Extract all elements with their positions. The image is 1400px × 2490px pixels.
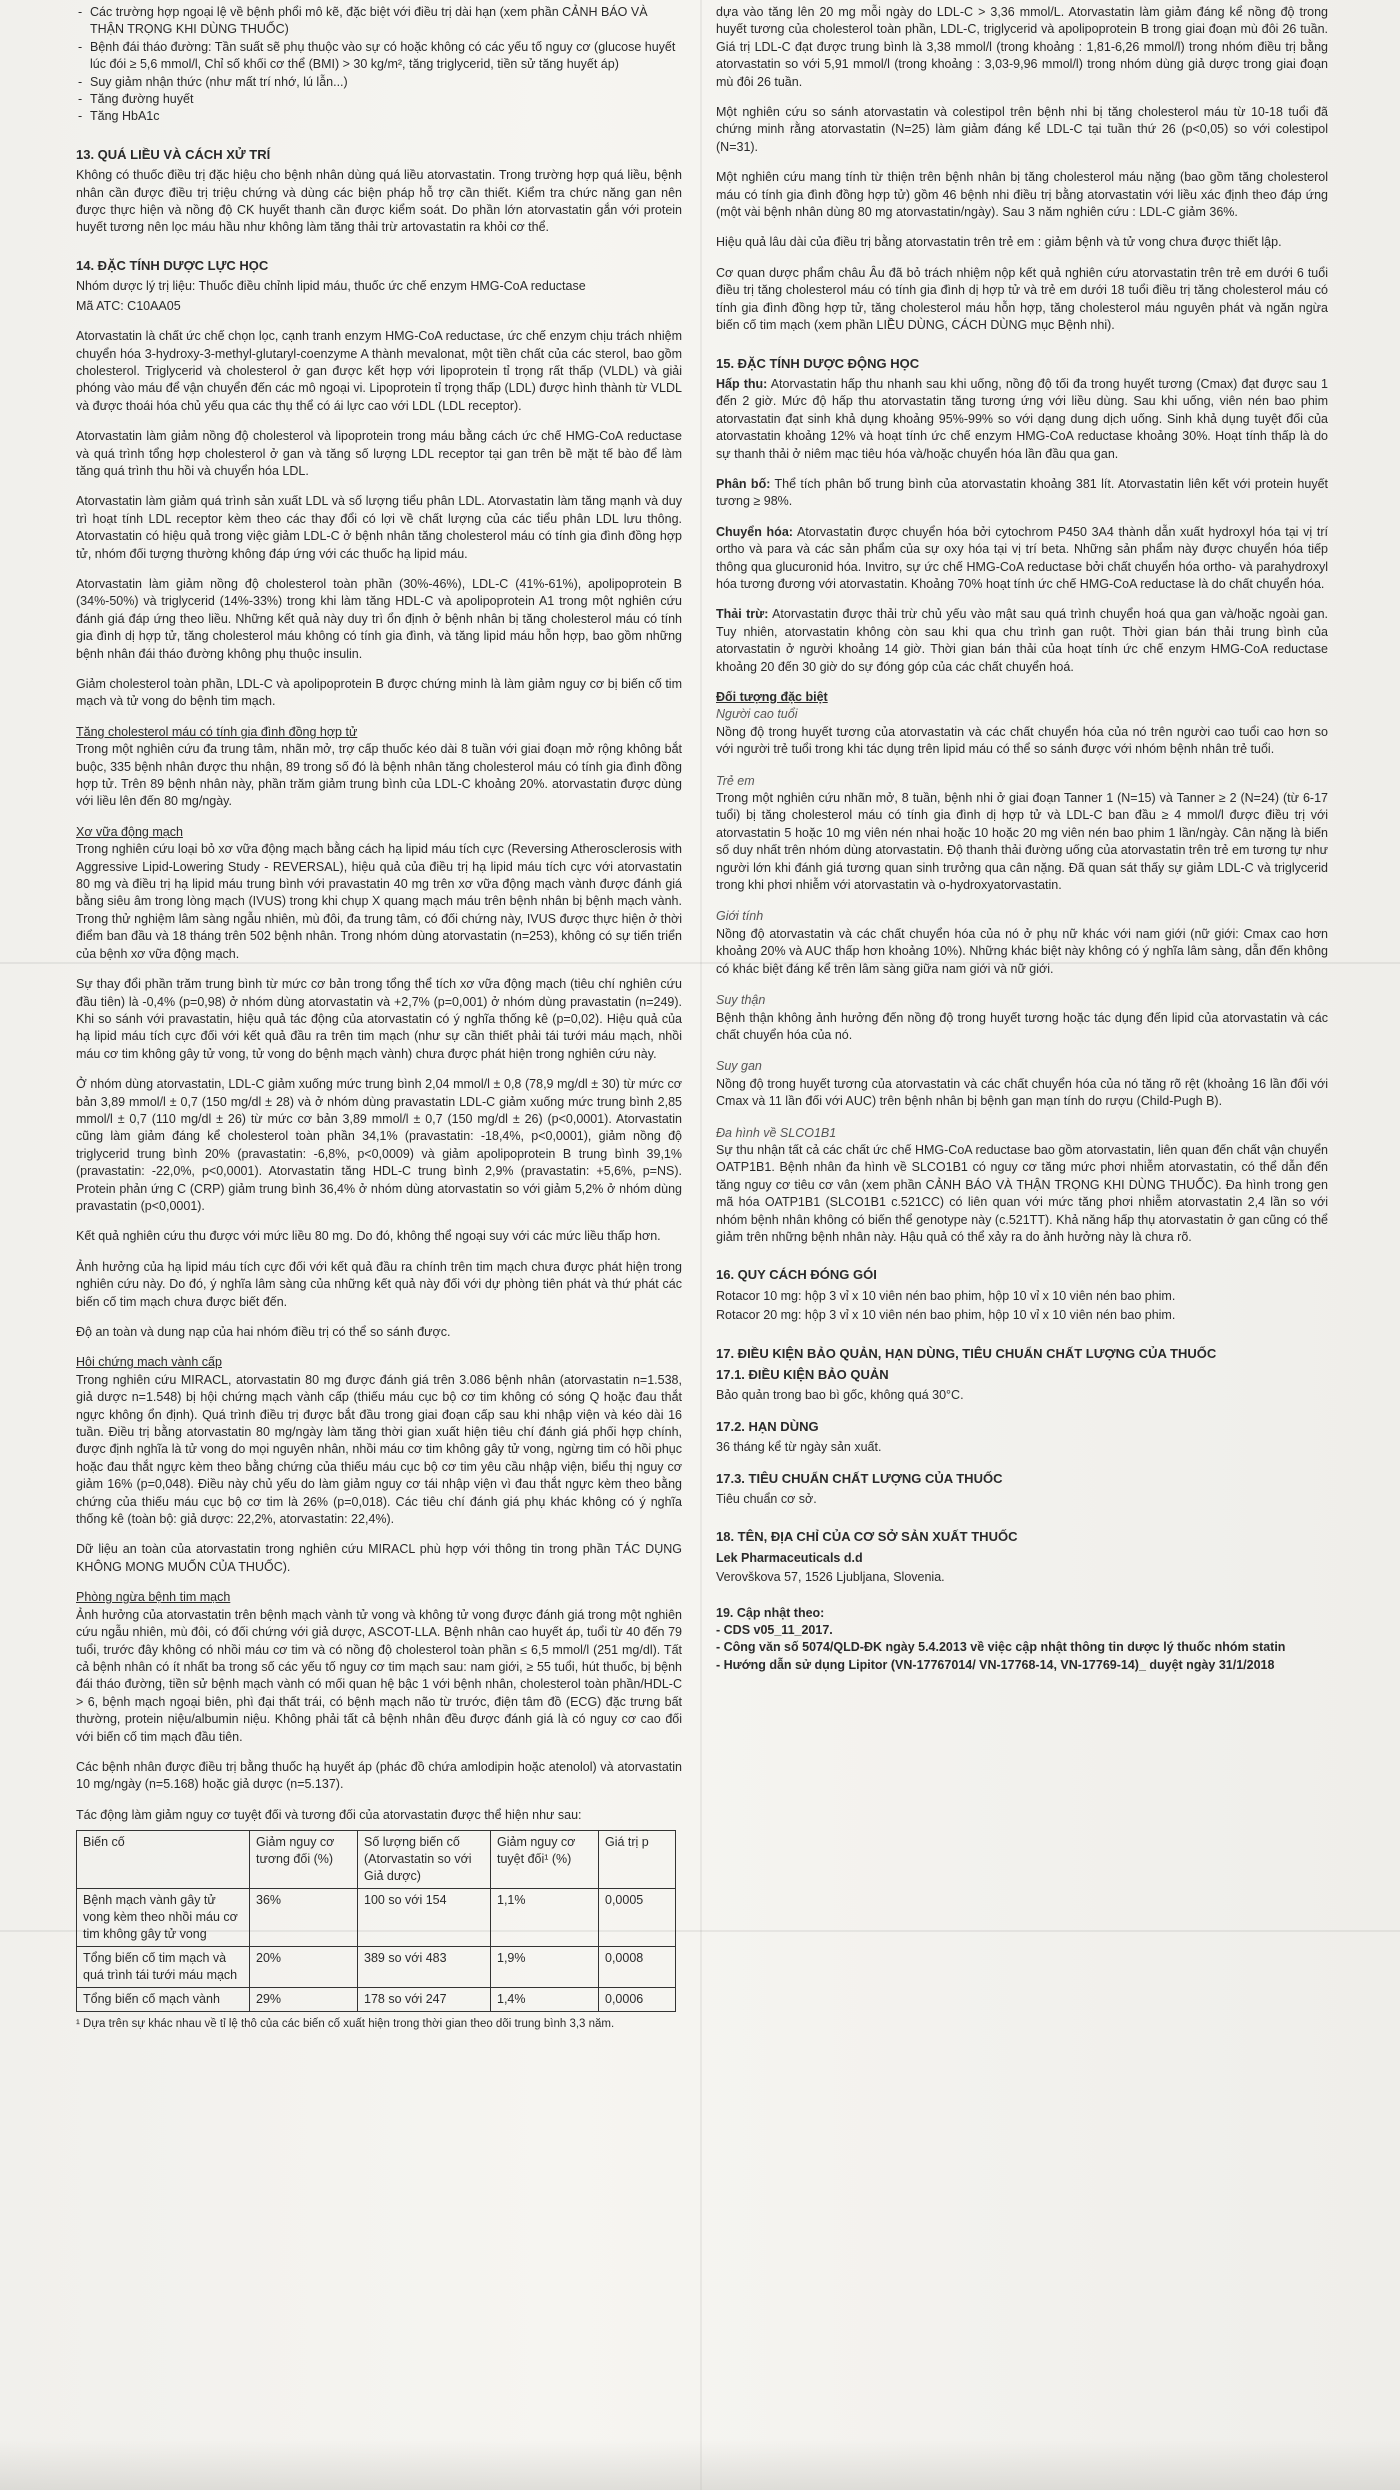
risk-reduction-table [76,1830,676,2012]
pack-line: Rotacor 20 mg: hộp 3 vỉ x 10 viên nén bao phim, hộp 10 vỉ x 10 viên nén bao phim. [716,1308,1176,1323]
section-17-3-title: 17.3. TIÊU CHUẨN CHẤT LƯỢNG CỦA THUỐC [716,1470,1003,1486]
paragraph: Một nghiên cứu mang tính từ thiện trên bệnh nhân bị tăng cholesterol máu nặng (bao gồm tăng cholesterol máu có tính gia đình đồng hợp tử) gồm 46 bệnh nhi điều trị bằng atorvastatin với liều xác định theo đáp ứng (một vài bệnh nhân dùng 80 mg atorvastatin/ngày). Sau 3 năm nghiên cứu : LDL-C giảm 36%. [716,170,1328,220]
section-13-title: 13. QUÁ LIỀU VÀ CÁCH XỬ TRÍ [76,146,271,162]
table-header-cell: Giảm nguy cơ tuyệt đối¹ (%) [491,1831,599,1889]
paragraph: Atorvastatin làm giảm nồng độ cholesterol và lipoprotein trong máu bằng cách ức chế HMG-CoA reductase và quá trình tổng hợp cholesterol ở gan và tăng số lượng LDL receptor tại gan trên bề mặt tế bào để làm tăng quá trình thu hồi và chuyển hóa LDL. [76,429,682,478]
paragraph: Trong nghiên cứu MIRACL, atorvastatin 80 mg được đánh giá trên 3.086 bệnh nhân (atorvastatin n=1.538, giả dược n=1.548) bị hội chứng mạch vành cấp (thiếu máu cục bộ cơ tim không có sóng Q hoặc đau thắt ngực không ổn định). Quá trình điều trị được bắt đầu trong giai đoạn cấp sau khi nhập viện và kéo dài 16 tuần. Điều trị bằng atorvastatin 80 mg/ngày làm tăng thời gian xuất hiện tiêu chí đánh giá phối hợp chính, được định nghĩa là tử vong do mọi nguyên nhân, nhồi máu cơ tim không gây tử vong, ngừng tim có hồi phục hoặc đau thắt ngực kèm theo bằng chứng của thiếu máu cục bộ cơ tim yêu cầu nhập viện, biểu thị nguy cơ giảm 16% (p=0,048). Điều này chủ yếu do làm giảm nguy cơ tái nhập viện vì đau thắt ngực kèm theo bằng chứng của thiếu máu cục bộ cơ tim là 26% (p=0,018). Các tiêu chí đánh giá phụ khác không có ý nghĩa thống kê (toàn bộ: giả dược: 22,2%, atorvastatin: 22,4%). [76,1372,682,1527]
elderly-title: Người cao tuổi [716,707,798,722]
paragraph: Trong một nghiên cứu đa trung tâm, nhãn mở, trợ cấp thuốc kéo dài 8 tuần với giai đoạn mở rộng không bắt buộc, 335 bệnh nhân được thu nhận, 89 trong số đó là bệnh nhân tăng cholesterol máu có tính gia đình đồng hợp tử. Trên 89 bệnh nhân này, phần trăm giảm trung bình của LDL-C khoảng 20%. atorvastatin được dùng với liều lên đến 80 mg/ngày. [76,742,682,809]
metabolism-text: Atorvastatin được chuyển hóa bởi cytochrom P450 3A4 thành dẫn xuất hydroxyl hóa tại vị trí ortho và para và các sản phẩm của sự oxy hóa tại vị trí beta. Những sản phẩm này được chuyển hóa tiếp thông qua glucuronid hóa. Invitro, sự ức chế HMG-CoA reductase bởi chất chuyển hóa ortho- và parahydroxyl hóa tương đương với atorvastatin. Khoảng 70% hoạt tính ức chế HMG-CoA reductase là do chất chuyển hóa. [716,524,1328,591]
section-14-title: 14. ĐẶC TÍNH DƯỢC LỰC HỌC [76,257,269,273]
list-item: - Bệnh đái tháo đường: Tần suất sẽ phụ thuộc vào sự có hoặc không có các yếu tố nguy cơ (glucose huyết lúc đói ≥ 5,6 mmol/l, Chỉ số khối cơ thể (BMI) > 30 kg/m², tăng triglycerid, tiền sử tăng huyết áp) [90,39,682,74]
paragraph: Atorvastatin làm giảm nồng độ cholesterol toàn phần (30%-46%), LDL-C (41%-61%), apolipoprotein B (34%-50%) và triglycerid (14%-33%) trong khi làm tăng HDL-C và apolipoprotein A1 trong một nghiên cứu đánh giá đáp ứng theo liều. Những kết quả này duy trì ổn định ở bệnh nhân bị tăng cholesterol máu có tính gia đình dị hợp tử, tăng cholesterol máu không có tính gia đình, và tăng lipid máu hỗn hợp, bao gồm những bệnh nhân đái tháo đường không phụ thuộc insulin. [76,576,682,661]
table-cell: 29% [250,1988,358,2012]
table-header-cell: Giảm nguy cơ tương đối (%) [250,1831,358,1889]
section-19-title: 19. Cập nhật theo: [716,1605,825,1620]
table-row [77,1988,676,2012]
table-cell: 1,9% [491,1947,599,1988]
table-cell: 1,4% [491,1988,599,2012]
table-cell: 0,0008 [599,1947,676,1988]
paragraph: Dữ liệu an toàn của atorvastatin trong nghiên cứu MIRACL phù hợp với thông tin trong phần TÁC DỤNG KHÔNG MONG MUỐN CỦA THUỐC). [76,1542,682,1574]
section-18-title: 18. TÊN, ĐỊA CHỈ CỦA CƠ SỞ SẢN XUẤT THUỐC [716,1529,1018,1545]
renal-title: Suy thận [716,993,766,1008]
table-header-cell: Biến cố [77,1831,250,1889]
section-16-title: 16. QUY CÁCH ĐÓNG GÓI [716,1267,877,1283]
table-cell: 0,0006 [599,1988,676,2012]
paragraph: Kết quả nghiên cứu thu được với mức liều 80 mg. Do đó, không thể ngoại suy với các mức liều thấp hơn. [76,1229,661,1244]
absorption-text: Atorvastatin hấp thu nhanh sau khi uống, nồng độ tối đa trong huyết tương (Cmax) đạt được sau 1 đến 2 giờ. Mức độ hấp thu atorvastatin tăng tương ứng với liều dùng. Sau khi uống, viên nén bao phim atorvastatin đạt sinh khả dụng khoảng 95%-99% so với dạng dung dịch uống. Sinh khả dụng tuyệt đối của atorvastatin khoảng 12% và hoạt tính ức chế enzym HMG-CoA reductase khoảng 30%. Hoạt tính thấp là do sự thanh thải ở niêm mạc tiêu hóa và/hoặc chuyển hóa lần đầu qua gan. [716,376,1328,461]
update-line: - Công văn số 5074/QLD-ĐK ngày 5.4.2013 về việc cập nhật thông tin dược lý thuốc nhóm statin [716,1640,1286,1655]
paragraph: Ở nhóm dùng atorvastatin, LDL-C giảm xuống mức trung bình 2,04 mmol/l ± 0,8 (78,9 mg/dl ± 30) từ mức cơ bản 3,89 mmol/l ± 0,7 (150 mg/dl ± 28) và ở nhóm dùng pravastatin LDL-C giảm xuống mức trung bình 2,85 mmol/l ± 0,7 (110 mg/dl ± 26) từ mức cơ bản 3,89 mmol/l ± 0,7 (150 mg/dl ± 26) (p<0,0001). Atorvastatin cũng làm giảm đáng kể cholesterol toàn phần 34,1% (pravastatin: -18,4%, p<0,0001), giảm nồng độ triglycerid trung bình 20% (pravastatin: -6,8%, p<0,0009) và giảm apolipoprotein B trung bình 39,1% (pravastatin: -22,0%, p<0,0001). Atorvastatin tăng HDL-C trung bình 2,9% (pravastatin: +5,6%, p=NS). Protein phản ứng C (CRP) giảm trung bình 36,4% ở nhóm dùng atorvastatin so với giảm 5,2% ở nhóm dùng pravastatin (p<0,0001). [76,1077,682,1213]
paragraph: Ảnh hưởng của atorvastatin trên bệnh mạch vành tử vong và không tử vong được đánh giá trong một nghiên cứu ngẫu nhiên, mù đôi, có đối chứng với giả dược, ASCOT-LLA. Bệnh nhân cao huyết áp, tuổi từ 40 đến 79 tuổi, trước đây không có nhồi máu cơ tim và có nồng độ cholesterol toàn phần ≤ 6,5 mmol/l (251 mg/dl). Tất cả bệnh nhân có ít nhất ba trong số các yếu tố nguy cơ tim mạch sau: nam giới, ≥ 55 tuổi, hút thuốc, bị bệnh đái tháo đường, tiền sử bệnh mạch vành có mối quan hệ bậc 1 với bệnh nhân, cholesterol toàn phần/HDL-C > 6, bệnh mạch ngoại biên, phì đại thất trái, có bệnh mạch não từ trước, điện tâm đồ (ECG) đặc trưng bất thường, protein niệu/albumin niệu. Không phải tất cả bệnh nhân đều được đánh giá là có nguy cơ cao đối với biến cố tim mạch đầu tiên. [76,1607,682,1744]
paragraph: Atorvastatin là chất ức chế chọn lọc, cạnh tranh enzym HMG-CoA reductase, ức chế enzym chịu trách nhiệm chuyển hóa 3-hydroxy-3-methyl-glutaryl-coenzyme A thành mevalonat, một tiền chất của các sterol, bao gồm cholesterol. Triglycerid và cholesterol ở gan được kết hợp với lipoprotein tỉ trọng rất thấp (VLDL) và giải phóng vào máu để vận chuyển đến các mô ngoại vi. Lipoprotein tỉ trọng thấp (LDL) được hình thành từ VLDL và được thoái hóa chủ yếu qua các thụ thể có ái lực cao với LDL (LDL receptor). [76,329,682,413]
list-item: - Suy giảm nhận thức (như mất trí nhớ, lú lẫn...) [90,74,682,91]
paragraph: Atorvastatin làm giảm quá trình sản xuất LDL và số lượng tiểu phân LDL. Atorvastatin làm tăng mạnh và duy trì hoạt tính LDL receptor kèm theo các thay đổi có lợi về chất lượng của các tiểu phân LDL lưu thông. Atorvastatin có hiệu quả trong việc giảm LDL-C ở bệnh nhân tăng cholesterol máu có tính gia đình đồng hợp tử, nhóm đối tượng thường không đáp ứng với các thuốc hạ lipid máu. [76,494,682,561]
table-cell: Tổng biến cố tim mạch và quá trình tái tưới máu mạch [77,1947,250,1988]
elimination-text: Atorvastatin được thải trừ chủ yếu vào mật sau quá trình chuyển hoá qua gan và/hoặc ngoài gan. Tuy nhiên, atorvastatin không còn sau khi qua chu trình gan ruột. Thời gian bán thải trung bình của atorvastatin ở người khoảng 14 giờ. Thời gian bán thải của hoạt tính ức chế enzym HMG-CoA reductase khoảng 20 đến 30 giờ do sự đóng góp của các chất chuyển hoá. [716,607,1328,674]
paragraph: Nồng độ atorvastatin và các chất chuyển hóa của nó ở phụ nữ khác với nam giới (nữ giới: Cmax cao hơn khoảng 20% và AUC thấp hơn khoảng 10%). Những khác biệt này không có ý nghĩa lâm sàng, dẫn đến không có khác biệt đáng kể trên lâm sàng giữa nam giới và nữ giới. [716,926,1328,976]
paragraph: Độ an toàn và dung nạp của hai nhóm điều trị có thể so sánh được. [76,1325,451,1339]
bottom-shadow [0,2440,1400,2490]
table-row [77,1947,676,1988]
table-header-cell: Số lượng biến cố (Atorvastatin so với Giả dược) [358,1831,491,1889]
table-cell: 1,1% [491,1889,599,1947]
paragraph: Sự thu nhận tất cả các chất ức chế HMG-CoA reductase bao gồm atorvastatin, liên quan đến chất vận chuyển OATP1B1. Bệnh nhân đa hình về SLCO1B1 có nguy cơ tăng mức phơi nhiễm atorvastatin, có thể dẫn đến tăng nguy cơ tiêu cơ vân (xem phần CẢNH BÁO VÀ THẬN TRỌNG KHI DÙNG THUỐC). Đa hình trong gen mã hóa OATP1B1 (SLCO1B1 c.521CC) có liên quan với mức tăng phơi nhiễm atorvastatin 2,4 lần so với nhóm bệnh nhân không có biến thể genotype này (c.521TT). Khả năng hấp thụ atorvastatin ở gan cũng có thể giảm trên những bệnh nhân này. Hậu quả có thể xảy ra do ảnh hưởng này là chưa rõ. [716,1142,1328,1244]
paragraph: Giảm cholesterol toàn phần, LDL-C và apolipoprotein B được chứng minh là làm giảm nguy cơ bị biến cố tim mạch và tử vong do bệnh tim mạch. [76,677,682,709]
paragraph: Cơ quan dược phẩm châu Âu đã bỏ trách nhiệm nộp kết quả nghiên cứu atorvastatin trên trẻ em dưới 6 tuổi điều trị tăng cholesterol máu có tính gia đình dị hợp tử và trẻ em dưới 18 tuổi điều trị tăng cholesterol máu có tính gia đình đồng hợp tử, tăng cholesterol máu hỗn hợp, tăng cholesterol máu nguyên phát và ngăn ngừa biến cố tim mạch (xem phần LIỀU DÙNG, CÁCH DÙNG mục Bệnh nhi). [716,265,1328,333]
adverse-effects-list [76,4,682,126]
elimination-paragraph [716,606,1328,676]
manufacturer-name: Lek Pharmaceuticals d.d [716,1550,863,1565]
table-header-cell: Giá trị p [599,1831,676,1889]
table-cell: Tổng biến cố mạch vành [77,1988,250,2012]
list-item: - Các trường hợp ngoại lệ về bệnh phổi mô kẽ, đặc biệt với điều trị dài hạn (xem phần CẢNH BÁO VÀ THẬN TRỌNG KHI DÙNG THUỐC) [90,4,682,39]
distribution-label: Phân bố: [716,476,771,491]
table-cell: 36% [250,1889,358,1947]
paragraph: Một nghiên cứu so sánh atorvastatin và colestipol trên bệnh nhi bị tăng cholesterol máu từ 10-18 tuổi đã chứng minh rằng atorvastatin (N=25) làm giảm đáng kể LDL-C tại tuần thứ 26 (p<0,05) so với colestipol (N=31). [716,105,1328,154]
subheading-atherosclerosis: Xơ vữa động mạch [76,824,183,839]
table-cell: Bệnh mạch vành gây tử vong kèm theo nhồi máu cơ tim không gây tử vong [77,1889,250,1947]
right-column [716,4,1328,1674]
subheading-homozygous: Tăng cholesterol máu có tính gia đình đồng hợp tử [76,724,358,739]
section-15-title: 15. ĐẶC TÍNH DƯỢC ĐỘNG HỌC [716,355,920,371]
update-line: - CDS v05_11_2017. [716,1623,833,1638]
manufacturer-address: Verovškova 57, 1526 Ljubljana, Slovenia. [716,1570,945,1585]
paragraph: Sự thay đổi phần trăm trung bình từ mức cơ bản trong tổng thể tích xơ vữa động mạch (tiêu chí nghiên cứu đầu tiên) là -0,4% (p=0,98) ở nhóm dùng atorvastatin và +2,7% (p=0,001) ở nhóm dùng pravastatin (n=249). Khi so sánh với pravastatin, hiệu quả tác động của atorvastatin có ý nghĩa thống kê (p=0,02). Hiệu quả của hạ lipid máu tích cực đối với kết quả đầu ra trên tim mạch (như sự cần thiết phải tái tưới máu mạch, nhồi máu cơ tim không gây tử vong, tử vong do bệnh mạch vành) chưa được phát hiện trong nghiên cứu này. [76,977,682,1061]
paragraph: Các bệnh nhân được điều trị bằng thuốc hạ huyết áp (phác đồ chứa amlodipin hoặc atenolol) và atorvastatin 10 mg/ngày (n=5.168) hoặc giả dược (n=5.137). [76,1759,682,1792]
elimination-label: Thải trừ: [716,607,769,622]
subheading-acs: Hội chứng mạch vành cấp [76,1355,222,1370]
list-item: - Tăng đường huyết [90,91,682,108]
shelf-life-text: 36 tháng kể từ ngày sản xuất. [716,1440,882,1455]
section-17-2-title: 17.2. HẠN DÙNG [716,1418,819,1434]
quality-text: Tiêu chuẩn cơ sở. [716,1492,817,1507]
paragraph: Trong nghiên cứu loại bỏ xơ vữa động mạch bằng cách hạ lipid máu tích cực (Reversing Atherosclerosis with Aggressive Lipid-Lowering Study - REVERSAL), hiệu quả của điều trị hạ lipid máu tích cực với atorvastatin 80 mg và điều trị hạ lipid máu trung bình với pravastatin 40 mg trên xơ vữa động mạch vành được đánh giá bằng siêu âm trong lòng mạch (IVUS) trong khi chụp X quang mạch máu trên bệnh nhân bị bệnh mạch vành. Trong thử nghiệm lâm sàng ngẫu nhiên, mù đôi, đa trung tâm, có đối chứng này, IVUS được thực hiện ở thời điểm ban đầu và 18 tháng trên 502 bệnh nhân. Trong nhóm dùng atorvastatin (n=253), không có sự tiến triển của bệnh xơ vữa động mạch. [76,842,682,961]
section-17-1-title: 17.1. ĐIỀU KIỆN BẢO QUẢN [716,1367,889,1382]
gender-title: Giới tính [716,909,764,924]
paragraph: dựa vào tăng lên 20 mg mỗi ngày do LDL-C > 3,36 mmol/L. Atorvastatin làm giảm đáng kể nồng độ trong huyết tương của cholesterol toàn phần, LDL-C, triglycerid và apolipoprotein B trong giai đoạn mù đôi 26 tuần. Giá trị LDL-C đạt được trung bình là 3,38 mmol/l (trong khoảng : 1,81-6,26 mmol/l) trong nhóm điều trị bằng atorvastatin so với 5,91 mmol/l (trong khoảng : 3,03-9,96 mmol/l) trong nhóm dùng giả dược trong giai đoạn mù đôi 26 tuần. [716,5,1328,89]
paragraph: Tác động làm giảm nguy cơ tuyệt đối và tương đối của atorvastatin được thể hiện như sau: [76,1807,582,1822]
pediatric-title: Trẻ em [716,773,755,788]
table-cell: 20% [250,1947,358,1988]
absorption-paragraph [716,376,1328,463]
metabolism-paragraph [716,524,1328,594]
distribution-text: Thể tích phân bố trung bình của atorvastatin khoảng 381 lít. Atorvastatin liên kết với protein huyết tương ≥ 98%. [716,476,1328,509]
paragraph: Nồng độ trong huyết tương của atorvastatin và các chất chuyển hóa của nó trên người cao tuổi cao hơn so với người trẻ tuổi trong khi tác dụng trên lipid máu có thể so sánh được với nhóm bệnh nhân trẻ tuổi. [716,724,1328,757]
pack-line: Rotacor 10 mg: hộp 3 vỉ x 10 viên nén bao phim, hộp 10 vỉ x 10 viên nén bao phim. [716,1288,1176,1303]
atc-code: Mã ATC: C10AA05 [76,298,181,313]
paragraph: Hiệu quả lâu dài của điều trị bằng atorvastatin trên trẻ em : giảm bệnh và tử vong chưa được thiết lập. [716,235,1282,250]
table-cell: 389 so với 483 [358,1947,491,1988]
update-line: - Hướng dẫn sử dụng Lipitor (VN-17767014/ VN-17768-14, VN-17769-14)_ duyệt ngày 31/1/2018 [716,1657,1275,1672]
section-17-title: 17. ĐIỀU KIỆN BẢO QUẢN, HẠN DÙNG, TIÊU CHUẨN CHẤT LƯỢNG CỦA THUỐC [716,1345,1217,1361]
hepatic-title: Suy gan [716,1059,762,1074]
table-header-row [77,1831,676,1889]
special-populations-title: Đối tượng đặc biệt [716,690,828,704]
absorption-label: Hấp thu: [716,376,768,391]
update-block [716,1605,1328,1675]
table-row [77,1889,676,1947]
table-cell: 100 so với 154 [358,1889,491,1947]
paragraph: Trong một nghiên cứu nhãn mở, 8 tuần, bệnh nhi ở giai đoạn Tanner 1 (N=15) và Tanner ≥ 2 (N=24) (từ 6-17 tuổi) bị tăng cholesterol máu có tính gia đình dị hợp tử và LDL-C ban đầu ≥ 4 mmol/l được điều trị với atorvastatin 5 hoặc 10 mg viên nén nhai hoặc 10 hoặc 20 mg viên nén bao phim 1 lần/ngày. Cân nặng là biến số duy nhất trên nhóm dùng atorvastatin. Độ thanh thải đường uống của atorvastatin trên trẻ em tương tự như người lớn khi đánh giá tương quan sinh trưởng qua cân nặng. Đã quan sát thấy sự giảm LDL-C và triglycerid trong khi phơi nhiễm với atorvastatin và o-hydroxyatorvastatin. [716,791,1328,893]
table-footnote: ¹ Dựa trên sự khác nhau về tỉ lệ thô của các biến cố xuất hiện trong thời gian theo dõi trung bình 3,3 năm. [76,2018,615,2031]
pharmacologic-group: Nhóm dược lý trị liệu: Thuốc điều chỉnh lipid máu, thuốc ức chế enzym HMG-CoA reductase [76,279,586,294]
metabolism-label: Chuyển hóa: [716,524,793,539]
overdose-text: Không có thuốc điều trị đặc hiệu cho bệnh nhân dùng quá liều atorvastatin. Trong trường hợp quá liều, bệnh nhân cần được điều trị triệu chứng và dùng các biện pháp hỗ trợ cần thiết. Kiểm tra chức năng gan nên được thực hiện và nồng độ CK huyết thanh cần được kiểm soát. Do phần lớn atorvastatin gắn với protein huyết tương nên lọc máu hầu như không làm tăng thải trừ artovastatin ra khỏi cơ thể. [76,168,682,235]
paragraph: Bệnh thận không ảnh hưởng đến nồng độ trong huyết tương hoặc tác dụng đến lipid của atorvastatin và các chất chuyển hóa của nó. [716,1010,1328,1042]
left-column [76,4,682,2047]
table-cell: 178 so với 247 [358,1988,491,2012]
slco-title: Đa hình về SLCO1B1 [716,1125,837,1140]
storage-text: Bảo quản trong bao bì gốc, không quá 30°C. [716,1388,964,1403]
paragraph: Nồng độ trong huyết tương của atorvastatin và các chất chuyển hóa của nó tăng rõ rệt (khoảng 16 lần đối với Cmax và 11 lần đối với AUC) trên bệnh nhân bị bệnh gan mạn tính do rượu (Child-Pugh B). [716,1076,1328,1109]
subheading-prevention: Phòng ngừa bệnh tim mạch [76,1590,231,1605]
column-fold [700,0,702,2490]
table-cell: 0,0005 [599,1889,676,1947]
list-item: - Tăng HbA1c [90,108,682,125]
distribution-paragraph [716,476,1328,511]
paragraph: Ảnh hưởng của hạ lipid máu tích cực đối với kết quả đầu ra chính trên tim mạch chưa được phát hiện trong nghiên cứu này. Do đó, ý nghĩa lâm sàng của những kết quả này đối với dự phòng tiên phát và thứ phát các biến cố tim mạch chưa được biết đến. [76,1259,682,1309]
